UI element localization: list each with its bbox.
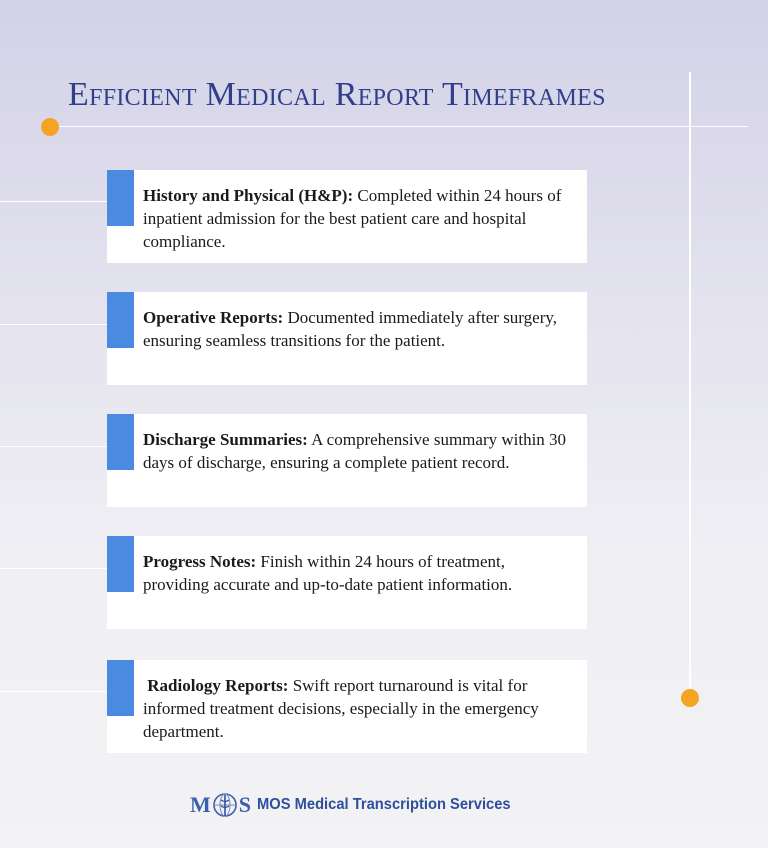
orange-dot-top bbox=[41, 118, 59, 136]
card-description: Finish within 24 hours of treatment, providing accurate and up-to-date patient information. bbox=[143, 552, 513, 594]
footer-brand bbox=[190, 788, 533, 822]
card-label: Discharge Summaries: bbox=[143, 430, 308, 449]
logo-letter-m: M bbox=[190, 792, 211, 817]
connector-line bbox=[0, 324, 108, 325]
report-card-radiology bbox=[107, 660, 587, 753]
card-label: Progress Notes: bbox=[143, 552, 257, 571]
card-accent-bar bbox=[107, 536, 134, 592]
card-description: Completed within 24 hours of inpatient admission for the best patient care and hospital compliance. bbox=[143, 186, 562, 251]
connector-line bbox=[0, 691, 108, 692]
page-title: Efficient Medical Report Timeframes bbox=[68, 76, 606, 113]
report-card-discharge bbox=[107, 414, 587, 507]
logo-letter-s: S bbox=[238, 792, 252, 817]
card-description: A comprehensive summary within 30 days of discharge, ensuring a complete patient record. bbox=[143, 430, 567, 472]
vertical-timeline-line bbox=[689, 72, 691, 698]
report-card-progress-notes bbox=[107, 536, 587, 629]
card-label: Operative Reports: bbox=[143, 308, 284, 327]
card-text bbox=[143, 306, 575, 352]
globe-caduceus-icon bbox=[212, 792, 238, 818]
card-label: Radiology Reports: bbox=[143, 676, 289, 695]
connector-line bbox=[0, 568, 108, 569]
title-divider bbox=[50, 126, 748, 127]
card-accent-bar bbox=[107, 414, 134, 470]
card-text bbox=[143, 184, 575, 253]
company-name: MOS Medical Transcription Services bbox=[257, 796, 511, 813]
orange-dot-bottom bbox=[681, 689, 699, 707]
report-card-operative bbox=[107, 292, 587, 385]
report-card-history-physical bbox=[107, 170, 587, 263]
card-description: Swift report turnaround is vital for informed treatment decisions, especially in the emergency department. bbox=[143, 676, 539, 741]
mos-logo bbox=[190, 792, 251, 818]
connector-line bbox=[0, 201, 108, 202]
card-accent-bar bbox=[107, 660, 134, 716]
card-label: History and Physical (H&P): bbox=[143, 186, 354, 205]
card-accent-bar bbox=[107, 170, 134, 226]
card-text bbox=[143, 674, 575, 743]
card-text bbox=[143, 428, 575, 474]
card-accent-bar bbox=[107, 292, 134, 348]
card-text bbox=[143, 550, 575, 596]
connector-line bbox=[0, 446, 108, 447]
card-description: Documented immediately after surgery, ensuring seamless transitions for the patient. bbox=[143, 308, 558, 350]
